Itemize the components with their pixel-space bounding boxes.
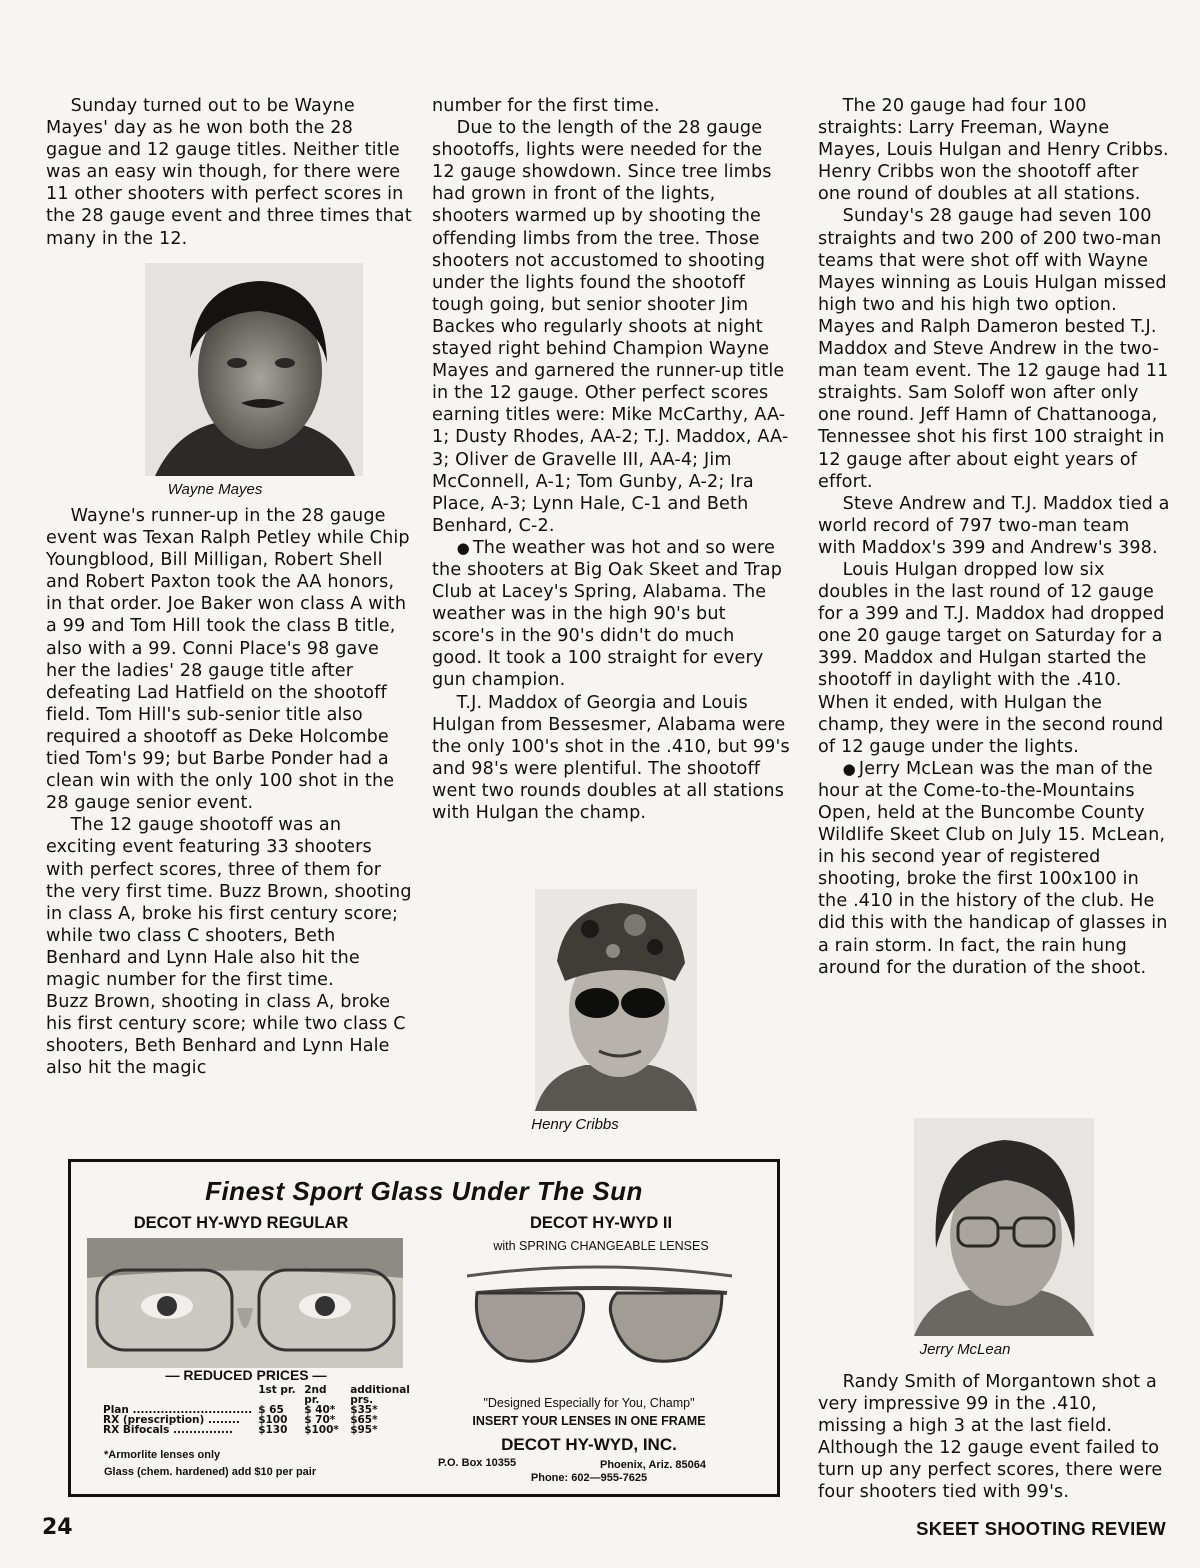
paragraph-text: The weather was hot and so were the shooters at Big Oak Skeet and Trap Club at Lacey's Spring, Alabama. The weather was in the high 90's but score's in the 90's didn't do much good. It took a 100 straight for every gun champion. [432, 537, 783, 691]
ad-photo-eyes-with-glasses [87, 1238, 403, 1368]
paragraph: Sunday turned out to be Wayne Mayes' day as he won both the 28 gague and 12 gauge titles. Neither title was an easy win though, for there were 11 other shooters with perfect scores in the 28 gauge event and three times that many in the 12. [46, 96, 412, 249]
page-number: 24 [42, 1515, 73, 1540]
caption-wayne-mayes: Wayne Mayes [167, 481, 263, 498]
price-header-1st: 1st pr. [258, 1384, 296, 1396]
price-header-2nd: 2nd pr. [304, 1384, 327, 1406]
photo-jerry-mclean [914, 1118, 1094, 1336]
paragraph: Sunday's 28 gauge had seven 100 straights and two 200 of 200 two-man teams that were shot off with Wayne Mayes winning as Louis Hulgan missed high two and his high two option. Mayes and Ralph Dameron bested T.J. Maddox and Steve Andrew in the two-man team event. The 12 gauge had 11 straights. Sam Soloff won after only one round. Jeff Hamn of Chattanooga, Tennessee shot his first 100 straight in 12 gauge after about eight years of effort. [818, 206, 1169, 492]
paragraph: Due to the length of the 28 gauge shootoffs, lights were needed for the 12 gauge showdown. Since tree limbs had grown in front of the lights, shooters warmed up by shooting the offending limbs from the tree. Those shooters not accustomed to shooting under the lights found the shootoff tough going, but senior shooter Jim Backes who regularly shoots at night stayed right behind Champion Wayne Mayes and garnered the runner-up title in the 12 gauge. Other perfect scores earning titles were: Mike McCarthy, AA-1; Dusty Rhodes, AA-2; T.J. Maddox, AA-3; Oliver de Gravelle III, AA-4; Jim McConnell, A-1; Tom Gunby, A-2; Ira Place, A-3; Lynn Hale, C-1 and Beth Benhard, C-2. [432, 118, 789, 536]
ad-product-ii-title: DECOT HY-WYD II [529, 1214, 673, 1232]
article-column-left-continued [46, 505, 414, 1079]
ad-price-table [100, 1385, 413, 1435]
caption-jerry-mclean: Jerry McLean [919, 1341, 1011, 1358]
table-row: Plan .............................. $ 65 $ 40* $35* [103, 1404, 378, 1416]
ad-phone: Phone: 602—955-7625 [530, 1472, 648, 1484]
ad-company-name: DECOT HY-WYD, INC. [501, 1435, 677, 1454]
ad-photo-glasses-ii [447, 1258, 747, 1378]
article-column-right [818, 95, 1170, 979]
table-row: RX (prescription) ........ $100 $ 70* $65* [103, 1414, 378, 1426]
paragraph: Wayne's runner-up in the 28 gauge event was Texan Ralph Petley while Chip Youngblood, Bill Milligan, Robert Shell and Robert Paxton took the AA honors, in that order. Joe Baker won class A with a 99 and Tom Hill took the class B title, also with a 99. Conni Place's 98 gave her the ladies' 28 gauge title after defeating Lad Hatfield on the shootoff field. Tom Hill's sub-senior title also required a shootoff as Deke Holcombe tied Tom's 99; but Barbe Ponder had a clean win with the only 100 shot in the 28 gauge senior event. [46, 506, 410, 814]
ad-footnote-armorlite: *Armorlite lenses only [104, 1449, 221, 1461]
ad-insert-lenses: INSERT YOUR LENSES IN ONE FRAME [472, 1414, 706, 1428]
price-table-header [100, 1385, 413, 1405]
bullet-icon: ● [456, 538, 470, 557]
paragraph-text: Jerry McLean was the man of the hour at the Come-to-the-Mountains Open, held at the Buncombe County Wildlife Skeet Club on July 15. McLean, in his second year of registered shooting, broke the first 100x100 in the .410 in the history of the club. He did this with the handicap of glasses in a rain storm. In fact, the rain hung around for the duration of the shoot. [818, 758, 1168, 978]
paragraph-bulleted [818, 758, 1170, 979]
ad-reduced-prices: — REDUCED PRICES — [165, 1367, 327, 1383]
ad-footnote-glass: Glass (chem. hardened) add $10 per pair [104, 1466, 317, 1478]
ad-address-po-box: P.O. Box 10355 [438, 1457, 517, 1469]
paragraph: Steve Andrew and T.J. Maddox tied a world record of 797 two-man team with Maddox's 399 and Andrew's 398. [818, 493, 1170, 558]
article-column-right-continued [818, 1371, 1170, 1504]
price-header-additional: additional prs. [350, 1384, 410, 1406]
paragraph: number for the first time. [432, 96, 660, 116]
article-column-left [46, 95, 412, 250]
caption-henry-cribbs: Henry Cribbs [531, 1116, 619, 1133]
ad-tagline: "Designed Especially for You, Champ" [483, 1396, 695, 1410]
photo-henry-cribbs [535, 889, 697, 1111]
publication-title: SKEET SHOOTING REVIEW [916, 1518, 1166, 1539]
ad-address-city: Phoenix, Ariz. 85064 [600, 1459, 706, 1471]
ad-headline: Finest Sport Glass Under The Sun [205, 1176, 643, 1206]
paragraph: The 20 gauge had four 100 straights: Larry Freeman, Wayne Mayes, Louis Hulgan and Henry Cribbs. Henry Cribbs won the shootoff after one round of doubles at all stations. [818, 96, 1169, 205]
paragraph: Louis Hulgan dropped low six doubles in the last round of 12 gauge for a 399 and T.J. Maddox had dropped one 20 gauge target on Saturday for a 399. Maddox and Hulgan started the shootoff in daylight with the .410. When it ended, with Hulgan the champ, they were in the second round of 12 gauge under the lights. [818, 559, 1165, 757]
bullet-icon: ● [842, 759, 856, 778]
article-column-middle [432, 95, 790, 824]
table-row: RX Bifocals ............... $130 $100* $95* [103, 1424, 378, 1436]
photo-wayne-mayes [145, 263, 363, 476]
paragraph: Buzz Brown, shooting in class A, broke his first century score; while two class C shooters, Beth Benhard and Lynn Hale also hit the magic [46, 992, 406, 1079]
paragraph: The 12 gauge shootoff was an exciting event featuring 33 shooters with perfect scores, three of them for the very first time. Buzz Brown, shooting in class A, broke his first century score; while two class C shooters, Beth Benhard and Lynn Hale also hit the magic number for the first time. [46, 815, 412, 990]
paragraph-bulleted [432, 537, 790, 692]
ad-product-regular-title: DECOT HY-WYD REGULAR [133, 1214, 349, 1232]
paragraph: T.J. Maddox of Georgia and Louis Hulgan from Bessesmer, Alabama were the only 100's shot in the .410, but 99's and 98's were plentiful. The shootoff went two rounds doubles at all stations with Hulgan the champ. [432, 692, 790, 823]
paragraph: Randy Smith of Morgantown shot a very impressive 99 in the .410, missing a high 3 at the last field. Although the 12 gauge event failed to turn up any perfect scores, there were four shooters tied with 99's. [818, 1372, 1163, 1503]
ad-product-ii-subtitle: with SPRING CHANGEABLE LENSES [493, 1239, 709, 1253]
